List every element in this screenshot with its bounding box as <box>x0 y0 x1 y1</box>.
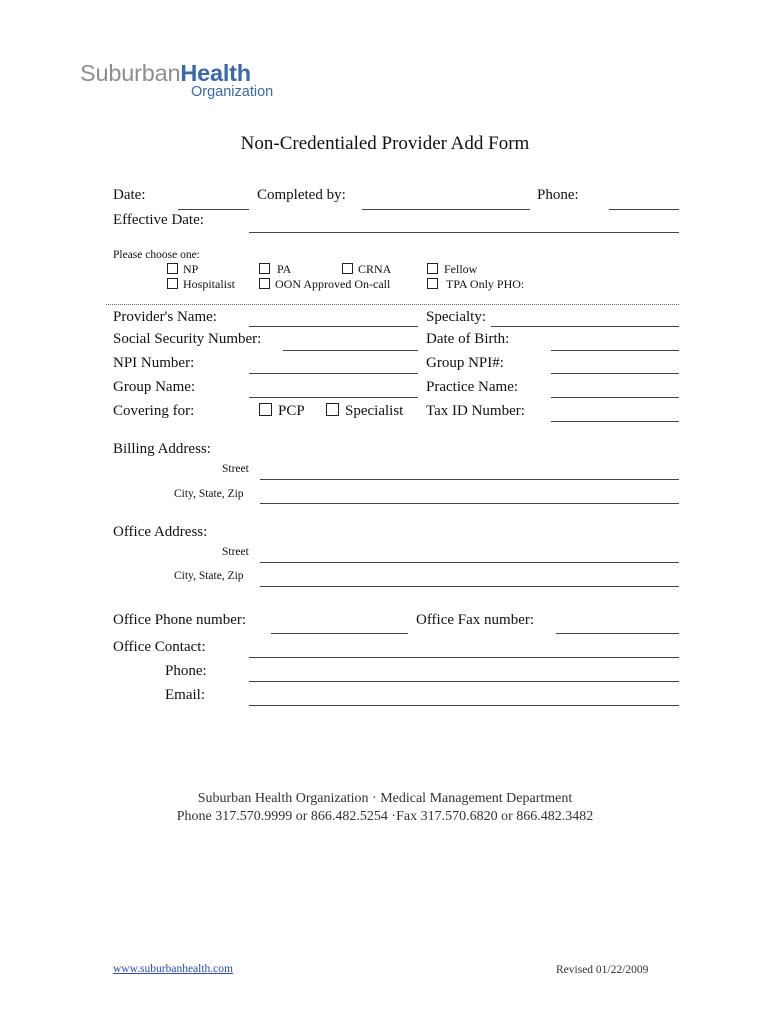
contact-phone-field[interactable] <box>249 681 679 682</box>
billing-street-field[interactable] <box>260 479 679 480</box>
specialist-checkbox[interactable] <box>326 403 339 416</box>
contact-email-label: Email: <box>165 687 205 703</box>
group-name-label: Group Name: <box>113 379 196 395</box>
choose-prompt: Please choose one: <box>113 249 200 261</box>
hospitalist-label: Hospitalist <box>183 277 236 291</box>
billing-city-field[interactable] <box>260 503 679 504</box>
hospitalist-checkbox[interactable] <box>167 278 178 289</box>
office-street-label: Street <box>222 546 249 558</box>
website-link[interactable]: www.suburbanhealth.com <box>113 963 233 975</box>
office-city-field[interactable] <box>260 586 679 587</box>
group-npi-field[interactable] <box>551 373 679 374</box>
office-contact-label: Office Contact: <box>113 639 206 655</box>
fellow-label: Fellow <box>444 262 478 276</box>
pcp-checkbox[interactable] <box>259 403 272 416</box>
logo-wordmark <box>80 60 251 87</box>
billing-street-label: Street <box>222 463 249 475</box>
office-fax-field[interactable] <box>556 633 679 634</box>
tpa-label: TPA Only PHO: <box>446 277 525 291</box>
tax-id-label: Tax ID Number: <box>426 403 525 419</box>
practice-name-label: Practice Name: <box>426 379 519 395</box>
effective-date-label: Effective Date: <box>113 212 204 228</box>
office-street-field[interactable] <box>260 562 679 563</box>
office-city-label: City, State, Zip <box>174 570 244 582</box>
contact-phone-label: Phone: <box>165 663 207 679</box>
provider-name-label: Provider's Name: <box>113 309 217 325</box>
provider-name-field[interactable] <box>249 326 418 327</box>
section-divider <box>106 304 679 305</box>
pcp-label: PCP <box>278 403 305 419</box>
tpa-checkbox[interactable] <box>427 278 438 289</box>
footer-contact-numbers: Phone 317.570.9999 or 866.482.5254 ·Fax 317.570.6820 or 866.482.3482 <box>176 809 594 824</box>
oon-label: OON Approved On-call <box>275 277 391 291</box>
group-npi-label: Group NPI#: <box>426 355 504 371</box>
pa-label: PA <box>277 262 292 276</box>
dob-field[interactable] <box>551 350 679 351</box>
npi-label: NPI Number: <box>113 355 195 371</box>
completed-by-label: Completed by: <box>257 187 346 203</box>
logo-health: Health <box>180 60 251 86</box>
np-checkbox[interactable] <box>167 263 178 274</box>
effective-date-field[interactable] <box>249 232 679 233</box>
revised-date: Revised 01/22/2009 <box>556 964 649 976</box>
phone-field[interactable] <box>609 209 679 210</box>
tax-id-field[interactable] <box>551 421 679 422</box>
practice-name-field[interactable] <box>551 397 679 398</box>
specialty-label: Specialty: <box>426 309 486 325</box>
office-contact-field[interactable] <box>249 657 679 658</box>
ssn-label: Social Security Number: <box>113 331 262 347</box>
crna-checkbox[interactable] <box>342 263 353 274</box>
specialty-field[interactable] <box>491 326 679 327</box>
billing-address-heading: Billing Address: <box>113 441 211 457</box>
footer-department: Suburban Health Organization · Medical Management Department <box>197 791 573 806</box>
date-label: Date: <box>113 187 146 203</box>
fellow-checkbox[interactable] <box>427 263 438 274</box>
office-phone-field[interactable] <box>271 633 408 634</box>
billing-city-label: City, State, Zip <box>174 488 244 500</box>
specialist-label: Specialist <box>345 403 404 419</box>
pa-checkbox[interactable] <box>259 263 270 274</box>
crna-label: CRNA <box>358 262 392 276</box>
logo-suburban: Suburban <box>80 60 181 86</box>
office-phone-label: Office Phone number: <box>113 612 247 628</box>
logo-organization: Organization <box>191 84 274 100</box>
dob-label: Date of Birth: <box>426 331 510 347</box>
covering-for-label: Covering for: <box>113 403 195 419</box>
office-fax-label: Office Fax number: <box>416 612 535 628</box>
contact-email-field[interactable] <box>249 705 679 706</box>
np-label: NP <box>183 262 199 276</box>
phone-label: Phone: <box>537 187 579 203</box>
ssn-field[interactable] <box>283 350 418 351</box>
date-field[interactable] <box>178 209 249 210</box>
office-address-heading: Office Address: <box>113 524 208 540</box>
npi-field[interactable] <box>249 373 418 374</box>
oon-checkbox[interactable] <box>259 278 270 289</box>
completed-by-field[interactable] <box>362 209 530 210</box>
group-name-field[interactable] <box>249 397 418 398</box>
page-title: Non-Credentialed Provider Add Form <box>240 133 530 154</box>
